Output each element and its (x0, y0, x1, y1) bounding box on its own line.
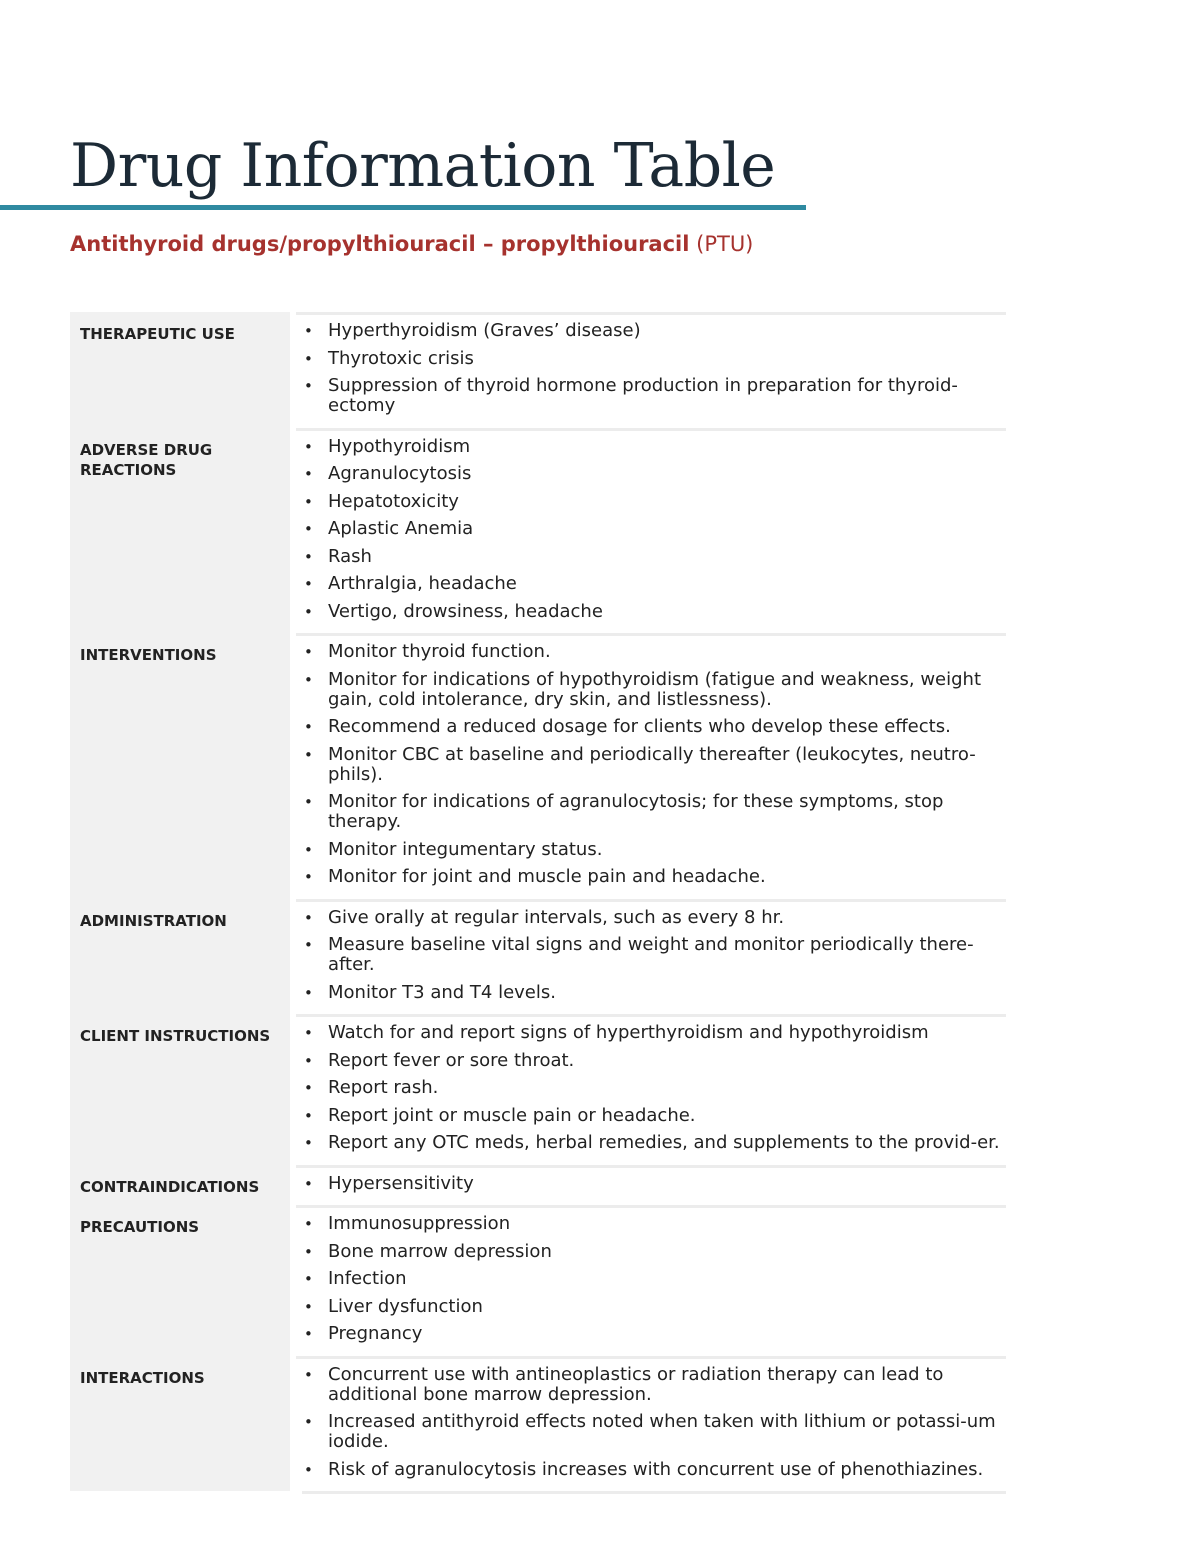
table-bottom-rule (302, 1491, 1006, 1494)
list-item: • Suppression of thyroid hormone production in preparation for thyroid-ectomy (296, 376, 1000, 416)
row-header: CONTRAINDICATIONS (70, 1165, 296, 1206)
row-header: PRECAUTIONS (70, 1205, 296, 1356)
row-header: INTERACTIONS (70, 1356, 296, 1492)
list-item: • Hypothyroidism (296, 437, 1000, 457)
list-item: • Monitor thyroid function. (296, 642, 1000, 662)
title-rule (0, 205, 806, 210)
drug-info-table (70, 312, 1006, 1494)
list-item: • Thyrotoxic crisis (296, 349, 1000, 369)
list-item: • Hyperthyroidism (Graves’ disease) (296, 321, 1000, 341)
list-item: • Concurrent use with antineoplastics or radiation therapy can lead to additional bone marrow depression. (296, 1365, 1000, 1405)
list-item: • Risk of agranulocytosis increases with concurrent use of phenothiazines. (296, 1460, 1000, 1480)
table-row (70, 633, 1006, 899)
list-item: • Recommend a reduced dosage for clients who develop these effects. (296, 717, 1000, 737)
row-header: ADVERSE DRUG REACTIONS (70, 428, 296, 634)
list-item: • Monitor for indications of agranulocytosis; for these symptoms, stop therapy. (296, 792, 1000, 832)
row-content (296, 1205, 1006, 1356)
list-item: • Report rash. (296, 1078, 1000, 1098)
bullet-list (296, 908, 1000, 1003)
row-header: THERAPEUTIC USE (70, 312, 296, 428)
bullet-list (296, 1214, 1000, 1344)
list-item: • Monitor integumentary status. (296, 840, 1000, 860)
list-item: • Report joint or muscle pain or headache. (296, 1106, 1000, 1126)
page-title: Drug Information Table (70, 131, 776, 201)
table-row (70, 1014, 1006, 1165)
list-item: • Pregnancy (296, 1324, 1000, 1344)
bullet-list (296, 1174, 1000, 1194)
list-item: • Immunosuppression (296, 1214, 1000, 1234)
table-row (70, 899, 1006, 1015)
row-header: ADMINISTRATION (70, 899, 296, 1015)
list-item: • Hepatotoxicity (296, 492, 1000, 512)
list-item: • Monitor for joint and muscle pain and headache. (296, 867, 1000, 887)
list-item: • Monitor for indications of hypothyroidism (fatigue and weakness, weight gain, cold intolerance, dry skin, and listlessness). (296, 670, 1000, 710)
list-item: • Measure baseline vital signs and weight and monitor periodically there-after. (296, 935, 1000, 975)
row-content (296, 312, 1006, 428)
list-item: • Watch for and report signs of hyperthyroidism and hypothyroidism (296, 1023, 1000, 1043)
row-header: INTERVENTIONS (70, 633, 296, 899)
list-item: • Rash (296, 547, 1000, 567)
row-content (296, 899, 1006, 1015)
list-item: • Arthralgia, headache (296, 574, 1000, 594)
drug-subtitle (70, 230, 753, 258)
list-item: • Aplastic Anemia (296, 519, 1000, 539)
table-row (70, 1356, 1006, 1492)
list-item: • Report fever or sore throat. (296, 1051, 1000, 1071)
row-content (296, 428, 1006, 634)
row-content (296, 1356, 1006, 1492)
table-row (70, 1165, 1006, 1206)
drug-class-name: Antithyroid drugs/propylthiouracil – propylthiouracil (70, 232, 690, 256)
row-content (296, 1165, 1006, 1206)
bullet-list (296, 437, 1000, 622)
list-item: • Hypersensitivity (296, 1174, 1000, 1194)
row-content (296, 633, 1006, 899)
list-item: • Monitor CBC at baseline and periodically thereafter (leukocytes, neutro-phils). (296, 745, 1000, 785)
bullet-list (296, 642, 1000, 887)
bullet-list (296, 321, 1000, 416)
table-row (70, 428, 1006, 634)
table-row (70, 1205, 1006, 1356)
bullet-list (296, 1023, 1000, 1153)
list-item: • Vertigo, drowsiness, headache (296, 602, 1000, 622)
drug-abbreviation: (PTU) (689, 232, 754, 256)
list-item: • Give orally at regular intervals, such as every 8 hr. (296, 908, 1000, 928)
list-item: • Agranulocytosis (296, 464, 1000, 484)
row-header: CLIENT INSTRUCTIONS (70, 1014, 296, 1165)
bullet-list (296, 1365, 1000, 1480)
list-item: • Infection (296, 1269, 1000, 1289)
list-item: • Report any OTC meds, herbal remedies, and supplements to the provid-er. (296, 1133, 1000, 1153)
list-item: • Liver dysfunction (296, 1297, 1000, 1317)
list-item: • Monitor T3 and T4 levels. (296, 983, 1000, 1003)
list-item: • Bone marrow depression (296, 1242, 1000, 1262)
list-item: • Increased antithyroid effects noted when taken with lithium or potassi-um iodide. (296, 1412, 1000, 1452)
table-row (70, 312, 1006, 428)
row-content (296, 1014, 1006, 1165)
